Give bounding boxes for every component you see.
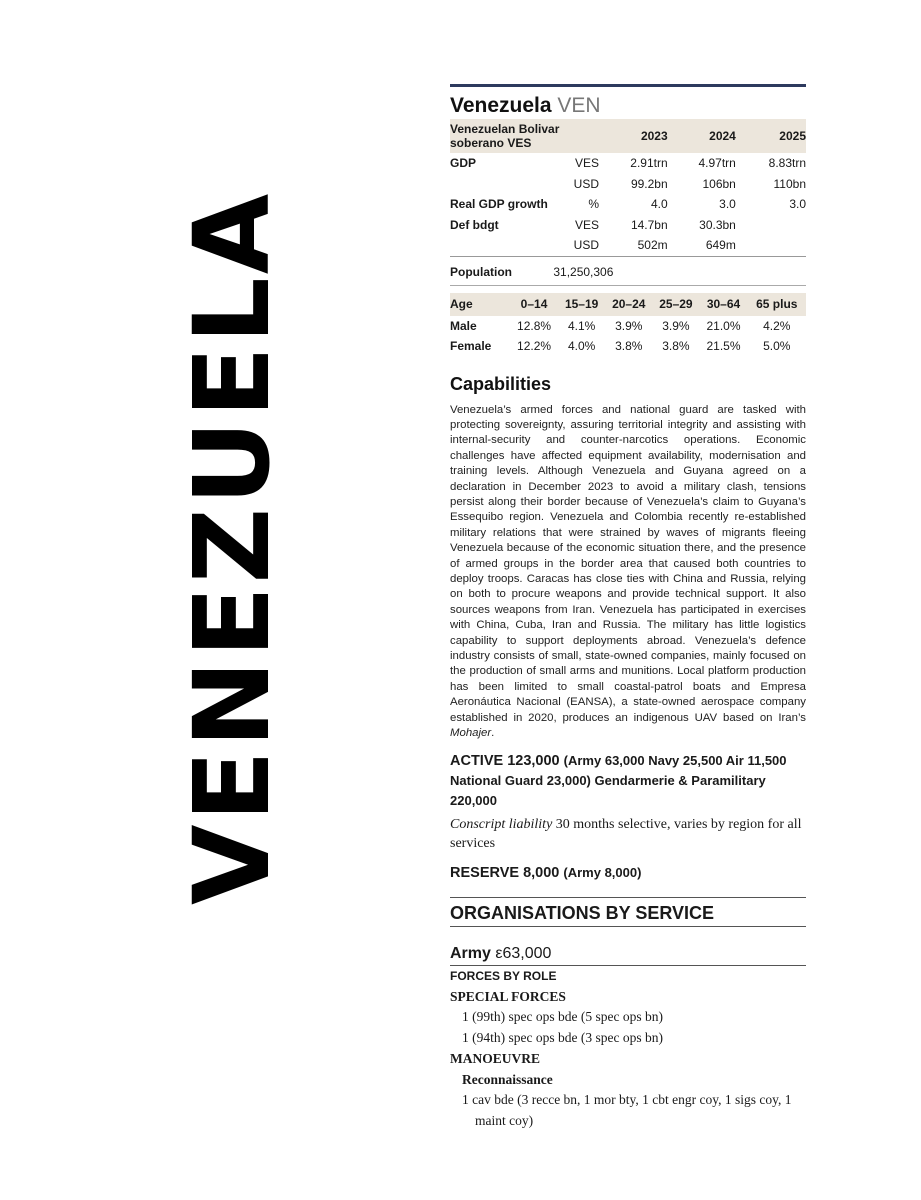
row-label: Male	[450, 318, 477, 333]
row-label: Def bdgt	[450, 217, 499, 232]
age-header: 30–64	[699, 293, 747, 316]
cell-value: 99.2bn	[630, 176, 668, 191]
country-code: VEN	[557, 94, 601, 117]
cell-value: 12.8%	[517, 318, 552, 333]
year-header: 2024	[668, 119, 736, 153]
age-header: 15–19	[558, 293, 605, 316]
row-label: Female	[450, 339, 492, 354]
cell-value: 110bn	[773, 176, 806, 191]
capabilities-italic: Mohajer	[450, 727, 492, 740]
cell-value: 30.3bn	[699, 217, 736, 232]
cell-value: 4.0%	[567, 339, 596, 354]
row-unit: USD	[563, 235, 607, 256]
reserve-detail: (Army 8,000)	[563, 865, 642, 881]
cell-value	[736, 215, 806, 236]
reconnaissance-heading: Reconnaissance	[462, 1072, 553, 1088]
list-item: 1 (99th) spec ops bde (5 spec ops bn)	[462, 1009, 663, 1025]
cell-value: 3.0	[789, 197, 806, 212]
active-main: ACTIVE 123,000	[450, 753, 560, 770]
currency-label: Venezuelan Bolivar soberano VES	[450, 119, 607, 153]
top-rule	[450, 84, 806, 87]
cell-value	[736, 235, 806, 256]
economy-row	[450, 153, 806, 174]
row-label: GDP	[450, 156, 477, 171]
capabilities-end: .	[491, 727, 495, 740]
cell-value: 21.0%	[706, 318, 741, 333]
army-strength: ε63,000	[495, 945, 552, 963]
cell-value: 3.8%	[662, 339, 690, 354]
row-label	[450, 174, 563, 195]
age-row	[450, 336, 806, 357]
capabilities-heading: Capabilities	[450, 373, 552, 394]
age-header: 20–24	[605, 293, 652, 316]
side-title: VENEZUELA	[171, 190, 293, 905]
row-unit: USD	[573, 176, 599, 191]
reserve-strength	[450, 863, 806, 883]
cell-value: 2.91trn	[630, 156, 668, 171]
cell-value: 14.7bn	[630, 217, 668, 232]
population-label: Population	[450, 264, 512, 279]
army-name: Army	[450, 945, 491, 963]
row-unit: VES	[574, 217, 599, 232]
age-header: 25–29	[652, 293, 699, 316]
year-header: 2023	[607, 119, 668, 153]
cell-value: 502m	[607, 235, 668, 256]
year-header: 2025	[736, 119, 806, 153]
active-strength	[450, 751, 806, 811]
cell-value: 21.5%	[706, 339, 741, 354]
age-header: Age	[450, 293, 510, 316]
economy-row	[450, 194, 806, 215]
conscript-label: Conscript liability	[450, 817, 553, 833]
cell-value: 5.0%	[763, 339, 791, 354]
army-heading	[450, 943, 806, 966]
economy-table	[450, 119, 806, 257]
row-label	[450, 235, 563, 256]
list-item: 1 (94th) spec ops bde (3 spec ops bn)	[462, 1029, 663, 1045]
cell-value: 4.1%	[567, 318, 596, 333]
cell-value: 4.0	[650, 197, 668, 212]
economy-row	[450, 235, 806, 256]
capabilities-body: Venezuela’s armed forces and national guard are tasked with protecting sovereignty, assuring territorial integrity and assisting with internal-security and counter-narcotics operations. Economic challenges have affected equipment availability, modernisation and training levels. Although Venezuela and Guyana agreed on a declaration in December 2023 to avoid a military clash, tensions persist along their border because of Venezuela’s claim to Guyana’s Essequibo region. Venezuela and Colombia recently re-established military relations that were strained by waves of migrants fleeing Venezuela because of the economic situation there, and the presence of armed groups in the border area that caused both countries to deploy troops. Caracas has close ties with China and Russia, relying on both to procure weapons and provide technical support. It also sources weapons from Iran. Venezuela has participated in exercises with China, Cuba, Iran and Russia. The military has little logistics capability to support deployments abroad. Venezuela’s defence industry consists of small, state-owned companies, mainly focused on the production of small arms and munitions. Local platform production has been limited to small coastal-patrol boats and Empresa Aeronáutica Nacional (EANSA), a state-owned aerospace company established in 2020, produces an indigenous UAV based on Iran’s	[450, 403, 806, 724]
manoeuvre-heading: MANOEUVRE	[450, 1051, 540, 1067]
population-value: 31,250,306	[553, 264, 614, 279]
cell-value: 4.97trn	[698, 156, 736, 171]
country-title	[450, 93, 806, 119]
cell-value: 3.0	[719, 197, 736, 212]
cell-value: 3.9%	[615, 318, 643, 333]
country-name: Venezuela	[450, 94, 552, 117]
capabilities-text	[450, 403, 806, 742]
cell-value: 4.2%	[763, 318, 791, 333]
conscript-text: 30 months selective, varies by region for all services	[450, 817, 802, 852]
economy-row	[450, 174, 806, 195]
forces-by-role: FORCES BY ROLE	[450, 969, 557, 984]
list-item: 1 cav bde (3 recce bn, 1 mor bty, 1 cbt engr coy, 1 sigs coy, 1 maint coy)	[462, 1092, 792, 1128]
population-row	[450, 257, 806, 286]
cell-value: 3.8%	[615, 339, 643, 354]
row-unit: VES	[574, 156, 599, 171]
row-label: Real GDP growth	[450, 197, 548, 212]
cell-value: 3.9%	[662, 318, 690, 333]
reserve-main: RESERVE 8,000	[450, 865, 560, 882]
age-header-row	[450, 293, 806, 316]
cell-value: 649m	[668, 235, 736, 256]
cell-value: 8.83trn	[768, 156, 806, 171]
age-row	[450, 316, 806, 337]
age-table	[450, 293, 806, 357]
row-unit: %	[588, 197, 599, 212]
content-column	[450, 84, 806, 1131]
conscript-liability	[450, 815, 806, 853]
age-header: 65 plus	[748, 293, 806, 316]
cell-value: 106bn	[702, 176, 736, 191]
age-header: 0–14	[510, 293, 558, 316]
active-detail: (Army 63,000 Navy 25,500 Air 11,500 National Guard 23,000) Gendarmerie & Paramilitary 220,000	[450, 753, 787, 809]
economy-header-row	[450, 119, 806, 153]
cell-value: 12.2%	[517, 339, 552, 354]
orgs-heading: ORGANISATIONS BY SERVICE	[450, 897, 806, 927]
special-forces-heading: SPECIAL FORCES	[450, 989, 566, 1005]
economy-row	[450, 215, 806, 236]
